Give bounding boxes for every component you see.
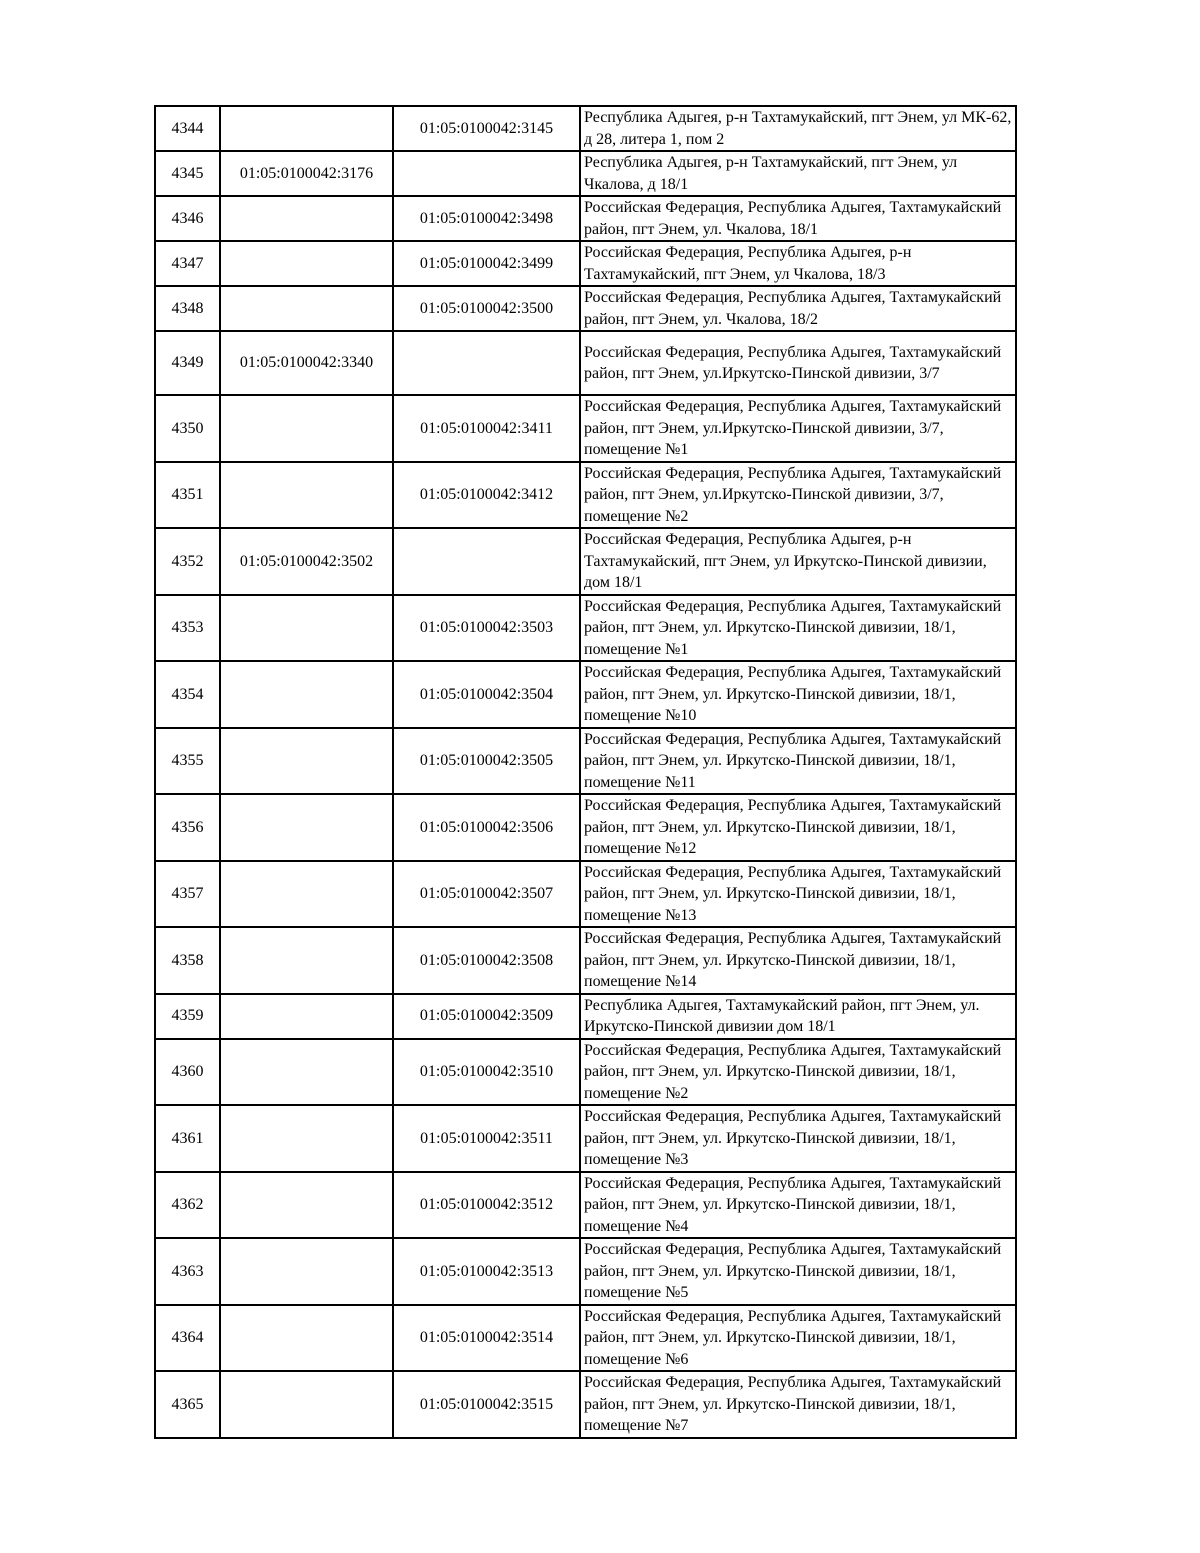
row-number-cell: 4360 [155, 1039, 220, 1106]
table-row [155, 196, 1016, 241]
table-row [155, 462, 1016, 529]
table-row [155, 241, 1016, 286]
address-cell: Российская Федерация, Республика Адыгея, Тахтамукайский район, пгт Энем, ул. Иркутско-Пинской дивизии, 18/1, помещение №6 [580, 1305, 1016, 1372]
land-cadastral-cell [220, 106, 393, 151]
table-row [155, 1238, 1016, 1305]
row-number-cell: 4353 [155, 595, 220, 662]
land-cadastral-cell: 01:05:0100042:3176 [220, 151, 393, 196]
object-cadastral-cell [393, 151, 580, 196]
table-row [155, 927, 1016, 994]
address-cell: Российская Федерация, Республика Адыгея, р-н Тахтамукайский, пгт Энем, ул Чкалова, 18/3 [580, 241, 1016, 286]
object-cadastral-cell [393, 331, 580, 395]
land-cadastral-cell [220, 794, 393, 861]
address-cell: Республика Адыгея, р-н Тахтамукайский, пгт Энем, ул МК-62, д 28, литера 1, пом 2 [580, 106, 1016, 151]
table-row [155, 1371, 1016, 1438]
address-cell: Российская Федерация, Республика Адыгея, Тахтамукайский район, пгт Энем, ул. Чкалова, 18/1 [580, 196, 1016, 241]
land-cadastral-cell [220, 861, 393, 928]
address-cell: Республика Адыгея, р-н Тахтамукайский, пгт Энем, ул Чкалова, д 18/1 [580, 151, 1016, 196]
table-row [155, 861, 1016, 928]
row-number-cell: 4354 [155, 661, 220, 728]
row-number-cell: 4356 [155, 794, 220, 861]
object-cadastral-cell: 01:05:0100042:3505 [393, 728, 580, 795]
row-number-cell: 4349 [155, 331, 220, 395]
table-row [155, 1172, 1016, 1239]
row-number-cell: 4355 [155, 728, 220, 795]
address-cell: Российская Федерация, Республика Адыгея, Тахтамукайский район, пгт Энем, ул.Иркутско-Пинской дивизии, 3/7 [580, 331, 1016, 395]
row-number-cell: 4347 [155, 241, 220, 286]
object-cadastral-cell: 01:05:0100042:3412 [393, 462, 580, 529]
address-cell: Российская Федерация, Республика Адыгея, Тахтамукайский район, пгт Энем, ул. Иркутско-Пинской дивизии, 18/1, помещение №1 [580, 595, 1016, 662]
address-cell: Российская Федерация, Республика Адыгея, Тахтамукайский район, пгт Энем, ул. Чкалова, 18/2 [580, 286, 1016, 331]
object-cadastral-cell: 01:05:0100042:3504 [393, 661, 580, 728]
land-cadastral-cell [220, 196, 393, 241]
table-row [155, 395, 1016, 462]
row-number-cell: 4350 [155, 395, 220, 462]
row-number-cell: 4365 [155, 1371, 220, 1438]
table-row [155, 331, 1016, 395]
address-cell: Российская Федерация, Республика Адыгея, Тахтамукайский район, пгт Энем, ул. Иркутско-Пинской дивизии, 18/1, помещение №2 [580, 1039, 1016, 1106]
land-cadastral-cell [220, 728, 393, 795]
land-cadastral-cell [220, 1371, 393, 1438]
object-cadastral-cell: 01:05:0100042:3515 [393, 1371, 580, 1438]
object-cadastral-cell: 01:05:0100042:3411 [393, 395, 580, 462]
address-cell: Российская Федерация, Республика Адыгея, Тахтамукайский район, пгт Энем, ул. Иркутско-Пинской дивизии, 18/1, помещение №4 [580, 1172, 1016, 1239]
table-row [155, 994, 1016, 1039]
address-cell: Российская Федерация, Республика Адыгея, Тахтамукайский район, пгт Энем, ул. Иркутско-Пинской дивизии, 18/1, помещение №12 [580, 794, 1016, 861]
land-cadastral-cell [220, 1105, 393, 1172]
row-number-cell: 4352 [155, 528, 220, 595]
document-page [154, 105, 1015, 1439]
object-cadastral-cell: 01:05:0100042:3512 [393, 1172, 580, 1239]
table-row [155, 661, 1016, 728]
land-cadastral-cell: 01:05:0100042:3502 [220, 528, 393, 595]
table-row [155, 286, 1016, 331]
address-cell: Российская Федерация, Республика Адыгея, Тахтамукайский район, пгт Энем, ул.Иркутско-Пинской дивизии, 3/7, помещение №2 [580, 462, 1016, 529]
table-row [155, 528, 1016, 595]
address-cell: Российская Федерация, Республика Адыгея, Тахтамукайский район, пгт Энем, ул. Иркутско-Пинской дивизии, 18/1, помещение №3 [580, 1105, 1016, 1172]
land-cadastral-cell [220, 241, 393, 286]
row-number-cell: 4359 [155, 994, 220, 1039]
object-cadastral-cell: 01:05:0100042:3514 [393, 1305, 580, 1372]
object-cadastral-cell: 01:05:0100042:3508 [393, 927, 580, 994]
address-cell: Российская Федерация, Республика Адыгея, Тахтамукайский район, пгт Энем, ул. Иркутско-Пинской дивизии, 18/1, помещение №7 [580, 1371, 1016, 1438]
land-cadastral-cell [220, 994, 393, 1039]
address-cell: Российская Федерация, Республика Адыгея, Тахтамукайский район, пгт Энем, ул. Иркутско-Пинской дивизии, 18/1, помещение №10 [580, 661, 1016, 728]
table-row [155, 1105, 1016, 1172]
object-cadastral-cell [393, 528, 580, 595]
row-number-cell: 4345 [155, 151, 220, 196]
land-cadastral-cell [220, 1305, 393, 1372]
object-cadastral-cell: 01:05:0100042:3509 [393, 994, 580, 1039]
row-number-cell: 4361 [155, 1105, 220, 1172]
object-cadastral-cell: 01:05:0100042:3506 [393, 794, 580, 861]
row-number-cell: 4363 [155, 1238, 220, 1305]
row-number-cell: 4357 [155, 861, 220, 928]
land-cadastral-cell [220, 1172, 393, 1239]
row-number-cell: 4348 [155, 286, 220, 331]
address-cell: Российская Федерация, Республика Адыгея, Тахтамукайский район, пгт Энем, ул. Иркутско-Пинской дивизии, 18/1, помещение №14 [580, 927, 1016, 994]
object-cadastral-cell: 01:05:0100042:3507 [393, 861, 580, 928]
object-cadastral-cell: 01:05:0100042:3500 [393, 286, 580, 331]
land-cadastral-cell [220, 927, 393, 994]
address-cell: Российская Федерация, Республика Адыгея, р-н Тахтамукайский, пгт Энем, ул Иркутско-Пинской дивизии, дом 18/1 [580, 528, 1016, 595]
address-cell: Российская Федерация, Республика Адыгея, Тахтамукайский район, пгт Энем, ул. Иркутско-Пинской дивизии, 18/1, помещение №13 [580, 861, 1016, 928]
row-number-cell: 4362 [155, 1172, 220, 1239]
object-cadastral-cell: 01:05:0100042:3513 [393, 1238, 580, 1305]
row-number-cell: 4351 [155, 462, 220, 529]
property-registry-table [154, 105, 1017, 1439]
row-number-cell: 4344 [155, 106, 220, 151]
land-cadastral-cell [220, 462, 393, 529]
object-cadastral-cell: 01:05:0100042:3510 [393, 1039, 580, 1106]
object-cadastral-cell: 01:05:0100042:3503 [393, 595, 580, 662]
land-cadastral-cell [220, 595, 393, 662]
table-row [155, 1039, 1016, 1106]
land-cadastral-cell [220, 286, 393, 331]
table-row [155, 151, 1016, 196]
address-cell: Республика Адыгея, Тахтамукайский район, пгт Энем, ул. Иркутско-Пинской дивизии дом 18/1 [580, 994, 1016, 1039]
address-cell: Российская Федерация, Республика Адыгея, Тахтамукайский район, пгт Энем, ул.Иркутско-Пинской дивизии, 3/7, помещение №1 [580, 395, 1016, 462]
land-cadastral-cell [220, 661, 393, 728]
object-cadastral-cell: 01:05:0100042:3498 [393, 196, 580, 241]
row-number-cell: 4364 [155, 1305, 220, 1372]
object-cadastral-cell: 01:05:0100042:3145 [393, 106, 580, 151]
object-cadastral-cell: 01:05:0100042:3511 [393, 1105, 580, 1172]
table-row [155, 595, 1016, 662]
address-cell: Российская Федерация, Республика Адыгея, Тахтамукайский район, пгт Энем, ул. Иркутско-Пинской дивизии, 18/1, помещение №11 [580, 728, 1016, 795]
table-row [155, 728, 1016, 795]
object-cadastral-cell: 01:05:0100042:3499 [393, 241, 580, 286]
land-cadastral-cell [220, 395, 393, 462]
land-cadastral-cell [220, 1238, 393, 1305]
table-row [155, 1305, 1016, 1372]
table-row [155, 794, 1016, 861]
land-cadastral-cell: 01:05:0100042:3340 [220, 331, 393, 395]
row-number-cell: 4358 [155, 927, 220, 994]
table-row [155, 106, 1016, 151]
address-cell: Российская Федерация, Республика Адыгея, Тахтамукайский район, пгт Энем, ул. Иркутско-Пинской дивизии, 18/1, помещение №5 [580, 1238, 1016, 1305]
land-cadastral-cell [220, 1039, 393, 1106]
row-number-cell: 4346 [155, 196, 220, 241]
